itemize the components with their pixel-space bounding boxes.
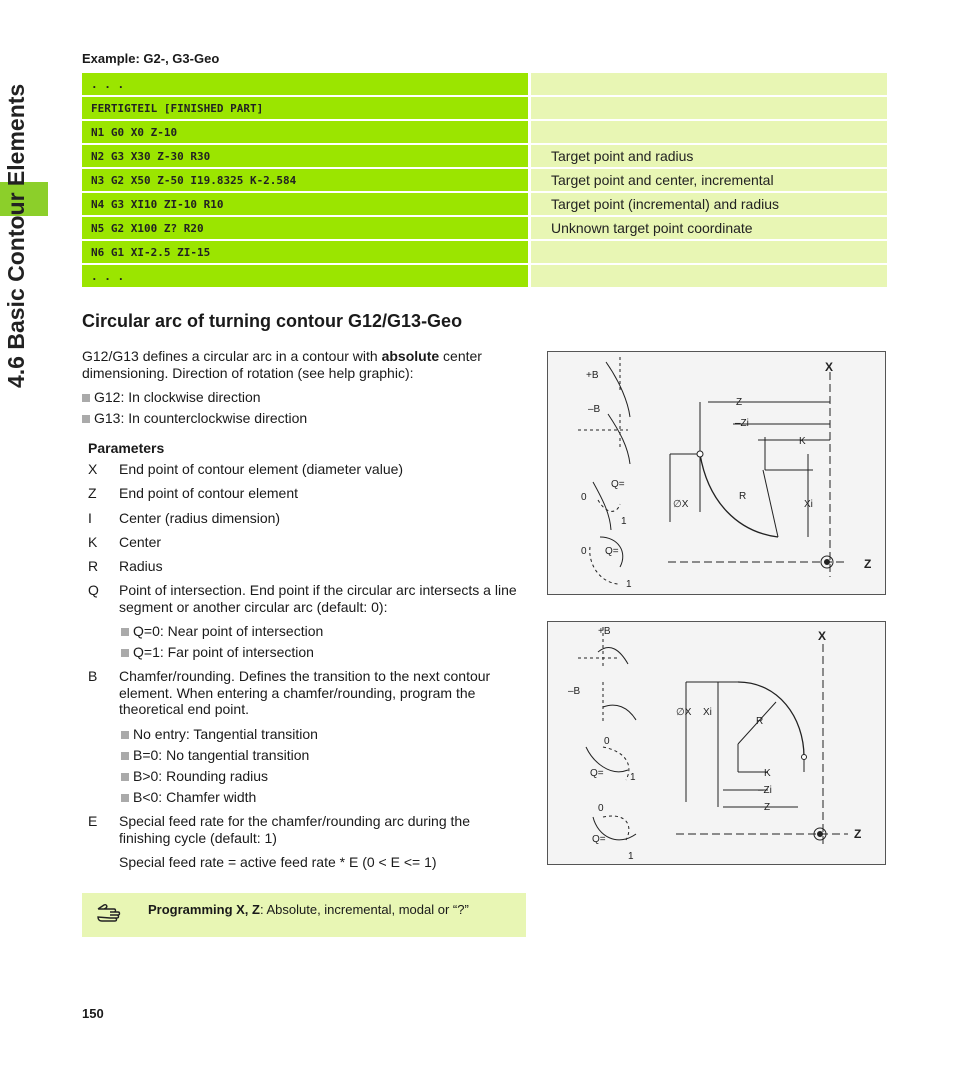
bullet-g13: G13: In counterclockwise direction [82, 410, 307, 426]
b-option-3: B<0: Chamfer width [121, 789, 256, 805]
fig1-z-axis-label: Z [864, 557, 872, 571]
code-cell: N3 G2 X50 Z-50 I19.8325 K-2.584 [82, 169, 528, 191]
fig2-plus-b-label: +B [598, 626, 611, 637]
fig2-q-label-1: Q= [590, 768, 604, 779]
code-description-cell: Target point and center, incremental [531, 169, 887, 191]
code-cell: . . . [82, 73, 528, 95]
bullet-square-icon [121, 628, 129, 636]
fig1-q-label-1: Q= [611, 479, 625, 490]
chapter-side-title: 4.6 Basic Contour Elements [3, 83, 29, 388]
fig1-one-label-2: 1 [626, 579, 632, 590]
parameters-heading: Parameters [88, 440, 165, 456]
code-row [82, 265, 887, 287]
code-row [82, 217, 887, 239]
bullet-g12: G12: In clockwise direction [82, 389, 261, 405]
code-row [82, 145, 887, 167]
fig1-one-label-1: 1 [621, 516, 627, 527]
page-number: 150 [82, 1006, 104, 1021]
code-cell: N1 G0 X0 Z-10 [82, 121, 528, 143]
code-row [82, 241, 887, 263]
code-description-cell [531, 265, 887, 287]
fig1-k-dim-label: K [799, 436, 806, 447]
fig1-q-label-2: Q= [605, 546, 619, 557]
code-description-cell [531, 73, 887, 95]
code-cell: . . . [82, 265, 528, 287]
code-cell: N2 G3 X30 Z-30 R30 [82, 145, 528, 167]
bullet-square-icon [121, 752, 129, 760]
fig1-minus-b-label: –B [588, 404, 601, 415]
fig2-one-label-1: 1 [630, 772, 636, 783]
fig2-x-axis-label: X [818, 629, 827, 643]
example-title: Example: G2-, G3-Geo [82, 51, 220, 66]
bullet-square-icon [121, 794, 129, 802]
fig1-plus-b-label: +B [586, 370, 599, 381]
bullet-square-icon [121, 649, 129, 657]
intro-text-pre: G12/G13 defines a circular arc in a contour with [82, 348, 382, 364]
code-cell: FERTIGTEIL [FINISHED PART] [82, 97, 528, 119]
section-title: Circular arc of turning contour G12/G13-Geo [82, 311, 463, 331]
fig2-minus-b-label: –B [568, 686, 581, 697]
fig1-zero-label-1: 0 [581, 492, 587, 503]
help-graphic-g12 [547, 351, 886, 595]
fig1-zero-label-2: 0 [581, 546, 587, 557]
fig1-xi-label: Xi [804, 499, 813, 510]
fig2-xi-label: Xi [703, 707, 712, 718]
code-cell: N4 G3 XI10 ZI-10 R10 [82, 193, 528, 215]
fig1-r-label: R [739, 491, 747, 502]
help-graphic-g13 [547, 621, 886, 865]
q-option-0: Q=0: Near point of intersection [121, 623, 323, 639]
code-row [82, 193, 887, 215]
b-plus-arc [606, 362, 630, 417]
fig2-z-axis-label: Z [854, 827, 862, 841]
bullet-square-icon [121, 731, 129, 739]
intro-text-bold: absolute [381, 348, 440, 364]
q-option-1: Q=1: Far point of intersection [121, 644, 314, 660]
code-row [82, 73, 887, 95]
bullet-square-icon [121, 773, 129, 781]
code-description-cell: Unknown target point coordinate [531, 217, 887, 239]
fig2-q-label-2: Q= [592, 834, 606, 845]
fig2-zero-label-2: 0 [598, 803, 604, 814]
code-cell: N6 G1 XI-2.5 ZI-15 [82, 241, 528, 263]
code-description-cell: Target point and radius [531, 145, 887, 167]
code-example-table [82, 73, 887, 289]
code-description-cell [531, 121, 887, 143]
bullet-square-icon [82, 415, 90, 423]
fig2-zi-dim-label: –Zi [758, 785, 772, 796]
b-option-1: B=0: No tangential transition [121, 747, 309, 763]
b-option-0: No entry: Tangential transition [121, 726, 318, 742]
code-description-cell [531, 97, 887, 119]
code-row [82, 169, 887, 191]
code-description-cell [531, 241, 887, 263]
fig2-zero-label-1: 0 [604, 736, 610, 747]
note-bold: Programming X, Z [148, 902, 260, 917]
note-text: : Absolute, incremental, modal or “?” [259, 902, 469, 917]
fig1-zi-dim-label: –Zi [735, 418, 749, 429]
code-row [82, 97, 887, 119]
code-cell: N5 G2 X100 Z? R20 [82, 217, 528, 239]
pointing-hand-icon [96, 901, 130, 932]
fig2-k-dim-label: K [764, 768, 771, 779]
programming-note [82, 893, 526, 937]
fig2-one-label-2: 1 [628, 851, 634, 862]
fig2-r-label: R [756, 716, 764, 727]
intro-paragraph [82, 348, 512, 381]
fig2-z-dim-label: Z [764, 802, 771, 813]
fig1-diameter-x-label: ∅X [673, 499, 689, 510]
intro-text-post: center dimensioning. Direction of rotation (see help graphic): [82, 348, 482, 381]
code-description-cell: Target point (incremental) and radius [531, 193, 887, 215]
fig1-z-dim-label: Z [736, 397, 743, 408]
bullet-square-icon [82, 394, 90, 402]
b-option-2: B>0: Rounding radius [121, 768, 268, 784]
fig2-diameter-x-label: ∅X [676, 707, 692, 718]
fig1-x-axis-label: X [825, 360, 834, 374]
code-row [82, 121, 887, 143]
